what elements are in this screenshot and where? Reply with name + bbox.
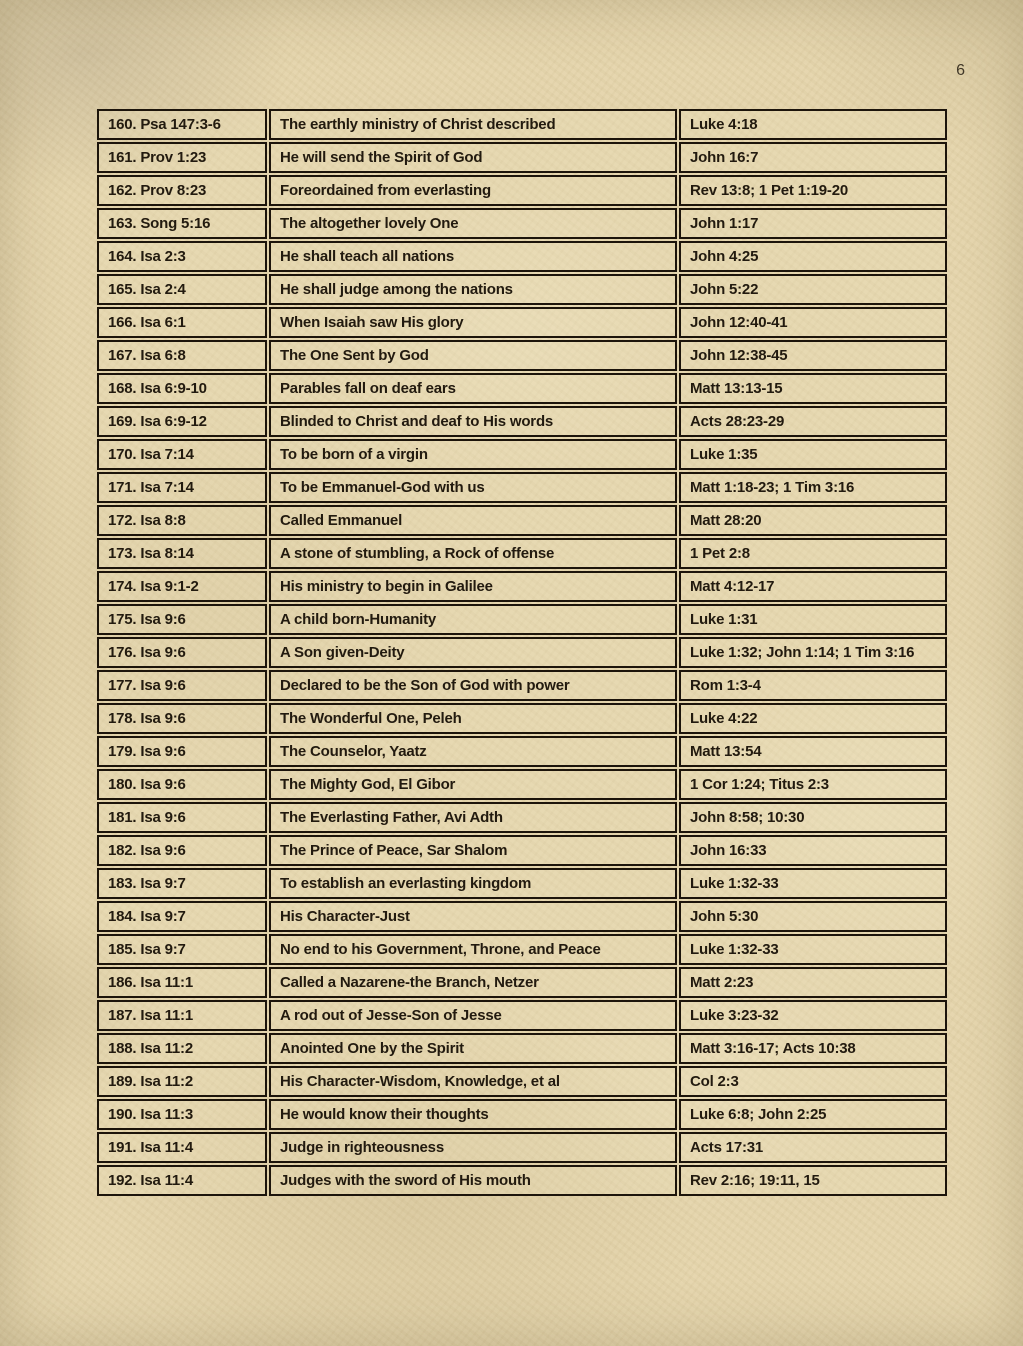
cell-nt-reference: Matt 28:20 [679, 505, 947, 536]
cell-description: His Character-Just [269, 901, 677, 932]
table-row [97, 505, 947, 536]
cell-nt-reference: Matt 13:54 [679, 736, 947, 767]
cell-description: The earthly ministry of Christ described [269, 109, 677, 140]
table-row [97, 934, 947, 965]
cell-nt-reference: John 16:33 [679, 835, 947, 866]
cell-nt-reference: Matt 1:18-23; 1 Tim 3:16 [679, 472, 947, 503]
table-row [97, 340, 947, 371]
cell-description: His ministry to begin in Galilee [269, 571, 677, 602]
cell-description: He shall teach all nations [269, 241, 677, 272]
table-row [97, 439, 947, 470]
cell-description: Judge in righteousness [269, 1132, 677, 1163]
table-row [97, 604, 947, 635]
cell-reference: 161. Prov 1:23 [97, 142, 267, 173]
table-row [97, 406, 947, 437]
table-row [97, 736, 947, 767]
cell-reference: 170. Isa 7:14 [97, 439, 267, 470]
cell-nt-reference: Matt 4:12-17 [679, 571, 947, 602]
table-row [97, 1000, 947, 1031]
cell-reference: 183. Isa 9:7 [97, 868, 267, 899]
cell-reference: 181. Isa 9:6 [97, 802, 267, 833]
table-row [97, 670, 947, 701]
table-row [97, 1033, 947, 1064]
table-row [97, 373, 947, 404]
table-row [97, 175, 947, 206]
cell-description: The Prince of Peace, Sar Shalom [269, 835, 677, 866]
table-row [97, 901, 947, 932]
cell-description: To establish an everlasting kingdom [269, 868, 677, 899]
cell-reference: 192. Isa 11:4 [97, 1165, 267, 1196]
cell-description: He will send the Spirit of God [269, 142, 677, 173]
cell-nt-reference: Luke 4:18 [679, 109, 947, 140]
cell-nt-reference: Luke 1:32-33 [679, 868, 947, 899]
cell-nt-reference: Luke 3:23-32 [679, 1000, 947, 1031]
table-row [97, 769, 947, 800]
cell-reference: 164. Isa 2:3 [97, 241, 267, 272]
cell-reference: 191. Isa 11:4 [97, 1132, 267, 1163]
table-row [97, 1165, 947, 1196]
cell-description: He would know their thoughts [269, 1099, 677, 1130]
cell-reference: 163. Song 5:16 [97, 208, 267, 239]
cell-nt-reference: Luke 1:35 [679, 439, 947, 470]
cell-reference: 173. Isa 8:14 [97, 538, 267, 569]
table-row [97, 868, 947, 899]
cell-reference: 178. Isa 9:6 [97, 703, 267, 734]
table-row [97, 703, 947, 734]
cell-reference: 180. Isa 9:6 [97, 769, 267, 800]
cell-reference: 162. Prov 8:23 [97, 175, 267, 206]
cell-nt-reference: 1 Cor 1:24; Titus 2:3 [679, 769, 947, 800]
cell-reference: 167. Isa 6:8 [97, 340, 267, 371]
cell-reference: 174. Isa 9:1-2 [97, 571, 267, 602]
cell-description: No end to his Government, Throne, and Peace [269, 934, 677, 965]
cell-nt-reference: Rom 1:3-4 [679, 670, 947, 701]
table-row [97, 571, 947, 602]
cell-description: His Character-Wisdom, Knowledge, et al [269, 1066, 677, 1097]
cell-description: Foreordained from everlasting [269, 175, 677, 206]
table-row [97, 142, 947, 173]
cell-reference: 172. Isa 8:8 [97, 505, 267, 536]
cell-reference: 187. Isa 11:1 [97, 1000, 267, 1031]
table-row [97, 1132, 947, 1163]
cell-reference: 190. Isa 11:3 [97, 1099, 267, 1130]
cell-description: When Isaiah saw His glory [269, 307, 677, 338]
cell-description: He shall judge among the nations [269, 274, 677, 305]
cell-description: Declared to be the Son of God with power [269, 670, 677, 701]
cell-nt-reference: Luke 1:32; John 1:14; 1 Tim 3:16 [679, 637, 947, 668]
cell-reference: 179. Isa 9:6 [97, 736, 267, 767]
cell-description: To be Emmanuel-God with us [269, 472, 677, 503]
cell-reference: 165. Isa 2:4 [97, 274, 267, 305]
cell-description: The altogether lovely One [269, 208, 677, 239]
cell-nt-reference: Rev 13:8; 1 Pet 1:19-20 [679, 175, 947, 206]
cell-nt-reference: Acts 28:23-29 [679, 406, 947, 437]
cell-reference: 160. Psa 147:3-6 [97, 109, 267, 140]
cell-nt-reference: Acts 17:31 [679, 1132, 947, 1163]
cell-nt-reference: John 8:58; 10:30 [679, 802, 947, 833]
cell-description: The Mighty God, El Gibor [269, 769, 677, 800]
table-row [97, 208, 947, 239]
table-row [97, 802, 947, 833]
prophecy-table [95, 107, 949, 1198]
cell-nt-reference: Luke 1:32-33 [679, 934, 947, 965]
cell-description: The Everlasting Father, Avi Adth [269, 802, 677, 833]
prophecy-table-body [97, 109, 947, 1196]
cell-reference: 171. Isa 7:14 [97, 472, 267, 503]
cell-nt-reference: Luke 1:31 [679, 604, 947, 635]
cell-description: A stone of stumbling, a Rock of offense [269, 538, 677, 569]
cell-description: Judges with the sword of His mouth [269, 1165, 677, 1196]
cell-reference: 176. Isa 9:6 [97, 637, 267, 668]
cell-reference: 188. Isa 11:2 [97, 1033, 267, 1064]
cell-nt-reference: John 5:22 [679, 274, 947, 305]
cell-description: A child born-Humanity [269, 604, 677, 635]
cell-nt-reference: Matt 3:16-17; Acts 10:38 [679, 1033, 947, 1064]
cell-description: Anointed One by the Spirit [269, 1033, 677, 1064]
cell-description: To be born of a virgin [269, 439, 677, 470]
table-row [97, 835, 947, 866]
cell-description: Called a Nazarene-the Branch, Netzer [269, 967, 677, 998]
cell-nt-reference: Luke 6:8; John 2:25 [679, 1099, 947, 1130]
table-row [97, 274, 947, 305]
table-row [97, 241, 947, 272]
cell-nt-reference: John 5:30 [679, 901, 947, 932]
cell-description: A Son given-Deity [269, 637, 677, 668]
cell-reference: 189. Isa 11:2 [97, 1066, 267, 1097]
cell-nt-reference: Luke 4:22 [679, 703, 947, 734]
cell-nt-reference: 1 Pet 2:8 [679, 538, 947, 569]
table-row [97, 1099, 947, 1130]
cell-reference: 184. Isa 9:7 [97, 901, 267, 932]
cell-description: The Wonderful One, Peleh [269, 703, 677, 734]
table-row [97, 307, 947, 338]
cell-nt-reference: John 1:17 [679, 208, 947, 239]
cell-reference: 175. Isa 9:6 [97, 604, 267, 635]
cell-description: The Counselor, Yaatz [269, 736, 677, 767]
cell-nt-reference: Col 2:3 [679, 1066, 947, 1097]
cell-reference: 168. Isa 6:9-10 [97, 373, 267, 404]
cell-nt-reference: John 12:40-41 [679, 307, 947, 338]
cell-description: Parables fall on deaf ears [269, 373, 677, 404]
cell-nt-reference: Matt 2:23 [679, 967, 947, 998]
cell-reference: 186. Isa 11:1 [97, 967, 267, 998]
table-row [97, 967, 947, 998]
cell-nt-reference: Rev 2:16; 19:11, 15 [679, 1165, 947, 1196]
cell-reference: 185. Isa 9:7 [97, 934, 267, 965]
cell-reference: 169. Isa 6:9-12 [97, 406, 267, 437]
cell-reference: 182. Isa 9:6 [97, 835, 267, 866]
cell-nt-reference: Matt 13:13-15 [679, 373, 947, 404]
cell-nt-reference: John 12:38-45 [679, 340, 947, 371]
cell-description: Called Emmanuel [269, 505, 677, 536]
table-row [97, 1066, 947, 1097]
cell-reference: 166. Isa 6:1 [97, 307, 267, 338]
cell-reference: 177. Isa 9:6 [97, 670, 267, 701]
page-number: 6 [956, 62, 965, 79]
cell-description: Blinded to Christ and deaf to His words [269, 406, 677, 437]
cell-nt-reference: John 16:7 [679, 142, 947, 173]
table-row [97, 538, 947, 569]
cell-nt-reference: John 4:25 [679, 241, 947, 272]
table-row [97, 109, 947, 140]
table-row [97, 472, 947, 503]
cell-description: A rod out of Jesse-Son of Jesse [269, 1000, 677, 1031]
cell-description: The One Sent by God [269, 340, 677, 371]
table-row [97, 637, 947, 668]
